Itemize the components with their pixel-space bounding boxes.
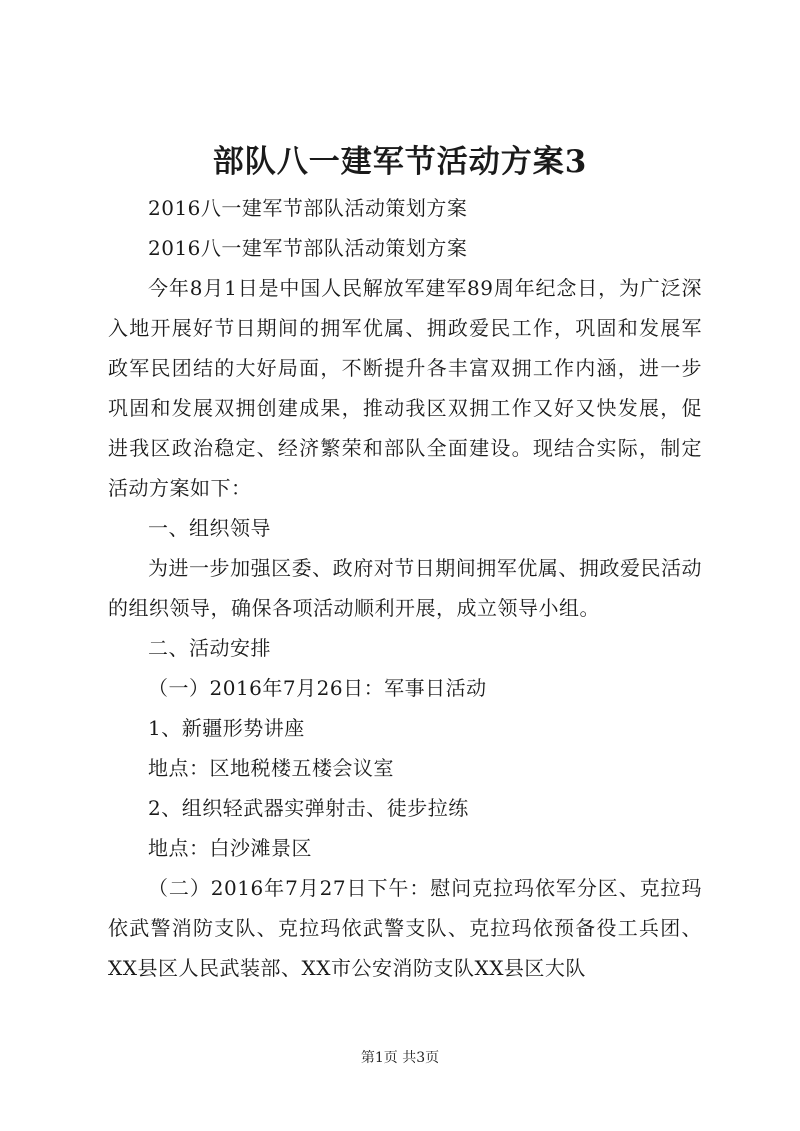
subtitle-line: 2016八一建军节部队活动策划方案 <box>148 236 468 260</box>
body-paragraph: 为进一步加强区委、政府对节日期间拥军优属、拥政爱民活动的组织领导，确保各项活动顺利开展，成立领导小组。 <box>108 556 702 620</box>
document-title: 部队八一建军节活动方案3 <box>212 144 588 180</box>
location-line: 地点：白沙滩景区 <box>148 836 312 860</box>
section-heading: 一、组织领导 <box>148 516 271 540</box>
list-item: 1、新疆形势讲座 <box>148 716 305 740</box>
location-line: 地点：区地税楼五楼会议室 <box>148 756 394 780</box>
subsection-heading: （一）2016年7月26日：军事日活动 <box>148 676 487 700</box>
document-body <box>108 188 702 988</box>
section-heading: 二、活动安排 <box>148 636 271 660</box>
intro-paragraph: 今年8月1日是中国人民解放军建军89周年纪念日，为广泛深入地开展好节日期间的拥军优属、拥政爱民工作，巩固和发展军政军民团结的大好局面，不断提升各丰富双拥工作内涵，进一步巩固和发展双拥创建成果，推动我区双拥工作又好又快发展，促进我区政治稳定、经济繁荣和部队全面建设。现结合实际，制定活动方案如下： <box>108 276 702 500</box>
subtitle-line: 2016八一建军节部队活动策划方案 <box>148 196 468 220</box>
subsection-heading: （二）2016年7月27日下午：慰问克拉玛依军分区、克拉玛依武警消防支队、克拉玛依武警支队、克拉玛依预备役工兵团、XX县区人民武装部、XX市公安消防支队XX县区大队 <box>108 876 702 980</box>
page-footer: 第1页 共3页 <box>360 1050 440 1066</box>
list-item: 2、组织轻武器实弹射击、徒步拉练 <box>148 796 469 820</box>
